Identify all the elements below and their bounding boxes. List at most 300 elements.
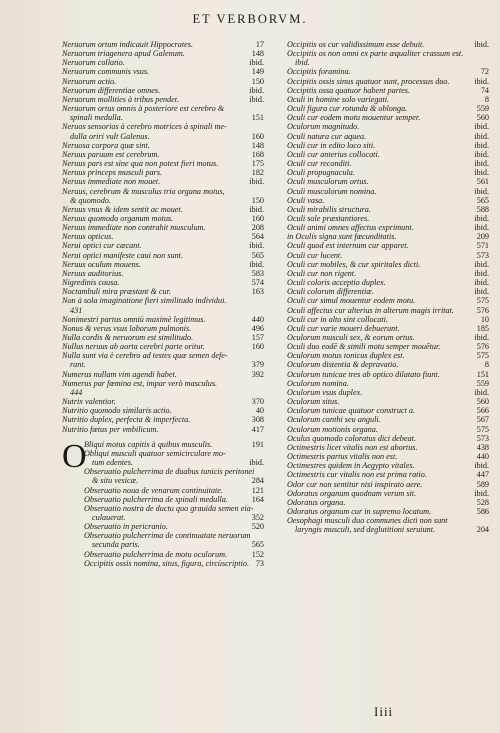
index-entry — [287, 306, 489, 315]
entry-page: 72 — [480, 67, 489, 77]
index-entry — [62, 379, 264, 388]
entry-page: ibid. — [474, 387, 489, 397]
index-entry — [287, 86, 489, 95]
entry-page: 573 — [476, 433, 489, 443]
entry-text: Odoratus organa. — [287, 497, 346, 507]
entry-text: Oculi natura cur aquea. — [287, 131, 367, 141]
index-entry — [287, 287, 489, 296]
index-entry — [287, 241, 489, 250]
index-entry — [287, 388, 489, 397]
entry-page: 576 — [476, 342, 489, 352]
entry-page: 150 — [251, 76, 264, 86]
entry-page: 151 — [251, 113, 264, 123]
index-entry — [287, 278, 489, 287]
entry-text: Octimestris cur vitalis non est prima ratio. — [287, 470, 427, 480]
entry-page: 586 — [476, 506, 489, 516]
entry-text: laryngis musculi, sed deglutitioni seruiunt. — [295, 525, 436, 535]
entry-text: Oculi cur non rigent. — [287, 268, 357, 278]
index-entry — [62, 49, 264, 58]
entry-page: 575 — [476, 424, 489, 434]
entry-page: 284 — [251, 476, 264, 486]
index-entry — [287, 470, 489, 479]
index-entry — [287, 49, 489, 58]
entry-page: 163 — [251, 287, 264, 297]
index-entry — [84, 476, 264, 485]
entry-page: 520 — [251, 522, 264, 532]
entry-page: ibid. — [249, 94, 264, 104]
index-entry — [62, 406, 264, 415]
index-entry — [287, 223, 489, 232]
index-entry — [287, 159, 489, 168]
index-entry — [62, 306, 264, 315]
index-entry — [287, 177, 489, 186]
entry-text: Non à sola imaginatione fieri similitudo individui. — [62, 296, 227, 306]
entry-page: ibid. — [474, 333, 489, 342]
entry-page: ibid. — [249, 204, 264, 214]
index-entry — [62, 223, 264, 232]
index-entry — [62, 342, 264, 351]
index-entry — [62, 324, 264, 333]
entry-text: culauerat. — [92, 512, 126, 522]
entry-page: 560 — [476, 397, 489, 407]
index-entry — [287, 406, 489, 415]
index-entry — [62, 214, 264, 223]
index-entry — [62, 177, 264, 186]
entry-text: Oculorum musculi sex, & eorum ortus. — [287, 333, 415, 342]
entry-text: Oculi vasa. — [287, 195, 325, 205]
entry-page: 567 — [476, 415, 489, 425]
entry-page: 352 — [251, 512, 264, 522]
entry-text: Occipitis os non omni ex parte æqualiter crassum est. — [287, 49, 464, 59]
entry-text: Nulla cordis & neruorum est similitudo. — [62, 333, 194, 342]
index-entry — [287, 58, 489, 67]
entries-n — [62, 40, 264, 434]
entry-page: ibid. — [474, 287, 489, 297]
index-entry — [84, 449, 264, 458]
index-entry — [62, 150, 264, 159]
entry-text: Oculorum tunicae quatuor construct a. — [287, 406, 416, 416]
entry-page: 17 — [255, 40, 264, 49]
entry-text: Oculorum magnitudo. — [287, 122, 360, 132]
entry-text: Nutritio fœtus per vmbilicum. — [62, 424, 159, 434]
entry-page: 160 — [251, 131, 264, 141]
entry-page: 574 — [251, 278, 264, 288]
entry-page: 150 — [251, 195, 264, 205]
index-entry — [287, 461, 489, 470]
entry-text: Neruorum communis vsus. — [62, 67, 150, 77]
index-entry — [62, 168, 264, 177]
entry-page: ibid. — [249, 458, 264, 468]
dropcap-letter: O — [62, 437, 87, 475]
entry-page: 417 — [251, 424, 264, 434]
entry-text: Neruorum mollities à tribus pendet. — [62, 94, 180, 104]
entry-page: 204 — [476, 525, 489, 535]
entry-page: ibid. — [474, 40, 489, 49]
index-entry — [287, 525, 489, 534]
index-entry — [62, 86, 264, 95]
entry-text: & situ vesicæ. — [92, 476, 139, 486]
entry-page: ibid. — [249, 85, 264, 95]
index-entry — [287, 150, 489, 159]
entry-text: Oculi cur anterius collocati. — [287, 149, 380, 159]
entry-page: 379 — [251, 360, 264, 370]
index-entry — [62, 141, 264, 150]
index-entry — [287, 397, 489, 406]
entry-text: Oculorum distentia & depravatio. — [287, 360, 399, 370]
index-entry — [287, 205, 489, 214]
index-entry — [84, 486, 264, 495]
entry-text: Oculi animi omnes affectus exprimunt. — [287, 223, 414, 233]
entry-page: 74 — [480, 85, 489, 95]
index-entry — [84, 504, 264, 513]
entry-text: Nonimestri partus omniù maximè legitimus. — [62, 314, 206, 324]
entry-text: Neruus pars est sine qua non potest fieri motus. — [62, 159, 219, 169]
entry-page: 447 — [476, 470, 489, 480]
entry-page: 561 — [476, 177, 489, 187]
index-entry — [62, 187, 264, 196]
entry-text: Obseruatio noua de venarum continuitate. — [84, 485, 223, 495]
entry-text: Nulla sunt via è cerebro ad testes quæ semen defe- — [62, 351, 228, 361]
entry-page: 576 — [476, 305, 489, 315]
index-entry — [287, 370, 489, 379]
index-column-right — [287, 40, 489, 534]
index-entry — [84, 440, 264, 449]
entry-text: Oculorum motus tonicus duplex est. — [287, 351, 405, 361]
entry-page: 8 — [484, 360, 489, 370]
index-entry — [287, 489, 489, 498]
entry-page: 182 — [251, 168, 264, 178]
index-entry — [287, 360, 489, 369]
index-entry — [62, 196, 264, 205]
index-entry — [84, 495, 264, 504]
index-entry — [84, 467, 264, 476]
entry-page: ibid. — [474, 122, 489, 132]
entry-page: 440 — [251, 314, 264, 324]
entry-text: Oculi colorum differentiæ. — [287, 287, 374, 297]
entry-page: 185 — [476, 323, 489, 333]
index-entry — [62, 205, 264, 214]
entries-o — [84, 440, 264, 568]
entry-text: Bliqui motus capitis à quibus musculis. — [84, 439, 213, 449]
entry-text: Oculi figura cur rotunda & oblonga. — [287, 104, 408, 114]
entry-page: ibid. — [474, 140, 489, 150]
index-entry — [287, 351, 489, 360]
index-entry — [287, 315, 489, 324]
entry-page: 10 — [480, 314, 489, 324]
index-entry — [62, 397, 264, 406]
entry-text: Neruus auditorius. — [62, 268, 124, 278]
entry-text: & quomodo. — [70, 195, 111, 205]
entry-text: Oculi mirabilis structura. — [287, 204, 371, 214]
entry-page: 575 — [476, 351, 489, 361]
index-entry — [287, 480, 489, 489]
entry-page: ibid. — [474, 268, 489, 278]
index-entry — [287, 232, 489, 241]
entry-text: Oculorum canthi seu anguli. — [287, 415, 381, 425]
entry-text: Obseruatio nostra de ductu quo grauida semen eia- — [84, 503, 254, 513]
index-entry — [84, 559, 264, 568]
entry-text: Oculi cur simul mouentur eodem motu. — [287, 296, 416, 306]
entry-page: 40 — [255, 406, 264, 416]
entry-page: 73 — [255, 558, 264, 568]
entry-page: 583 — [251, 268, 264, 278]
index-entry — [84, 522, 264, 531]
index-entry — [287, 95, 489, 104]
index-entry — [84, 458, 264, 467]
entry-text: dulla oriri vult Galenus. — [70, 131, 150, 141]
index-entry — [287, 168, 489, 177]
entry-text: in Oculis signa sunt fœcunditatis. — [287, 232, 397, 242]
entry-page: 496 — [251, 323, 264, 333]
entry-page: 588 — [476, 204, 489, 214]
entry-page: ibid. — [249, 177, 264, 187]
index-entry — [84, 513, 264, 522]
entry-page: 573 — [476, 250, 489, 260]
entry-text: Oculorum situs. — [287, 397, 340, 407]
entry-page: ibid. — [474, 223, 489, 233]
index-entry — [62, 360, 264, 369]
entry-text: Neruorum triagenera apud Galenum. — [62, 49, 185, 59]
entry-text: Oculi cur mobiles, & cur spiritales dicti. — [287, 259, 421, 269]
entry-page: 589 — [476, 479, 489, 489]
index-entry — [287, 324, 489, 333]
entry-text: Neruorum collatio. — [62, 58, 125, 68]
entry-page: 191 — [251, 439, 264, 449]
index-entry — [287, 296, 489, 305]
entry-text: Octimestris partus vitalis non est. — [287, 452, 398, 462]
entry-text: Nutritio quomodo similaris actio. — [62, 406, 172, 416]
entry-text: Neruus vnus & idem sentit ac mouet. — [62, 204, 183, 214]
entry-page: 560 — [476, 113, 489, 123]
entry-text: secunda paris. — [92, 540, 140, 550]
entry-text: Neruorum differentiae omnes. — [62, 85, 161, 95]
index-entry — [84, 550, 264, 559]
entry-page: 440 — [476, 452, 489, 462]
entry-text: Octimestres quidem in Aegypto vitales. — [287, 461, 415, 471]
index-entry — [287, 214, 489, 223]
index-entry — [287, 452, 489, 461]
entry-page: ibid. — [249, 259, 264, 269]
entry-text: Oculi cur reconditi. — [287, 159, 352, 169]
entry-text: Oculi quod est internum cur apparet. — [287, 241, 409, 251]
entry-text: Occipitis ossis nomina, situs, figura, circùscriptio. — [84, 558, 250, 568]
entry-text: Neruus immediate non contrahit musculum. — [62, 223, 206, 233]
entry-text: Neruus oculum mouens. — [62, 259, 141, 269]
index-entry — [287, 516, 489, 525]
entry-text: spinali medulla. — [70, 113, 123, 123]
entry-text: Neruosa corpora quæ sint. — [62, 140, 150, 150]
entry-text: Oculorum nomina. — [287, 378, 349, 388]
entry-text: tum edentes. — [92, 458, 133, 468]
entry-text: Neruos sensorios à cerebro motrices à spinali me- — [62, 122, 227, 132]
index-entry — [287, 379, 489, 388]
index-entry — [62, 95, 264, 104]
entry-page: 148 — [251, 49, 264, 59]
entry-text: Odor cur non sentitur nisi inspirato aere. — [287, 479, 423, 489]
index-entry — [62, 159, 264, 168]
index-entry — [287, 443, 489, 452]
entry-page: 164 — [251, 494, 264, 504]
entry-text: rant. — [70, 360, 86, 370]
index-entry — [287, 342, 489, 351]
entry-text: 444 — [70, 387, 83, 397]
entry-text: Oculi cur eodem motu mouentur semper. — [287, 113, 421, 123]
entry-page: ibid. — [474, 168, 489, 178]
entry-text: Nullus neruus ab aorta cerebri parte oritur. — [62, 342, 205, 352]
index-entry — [62, 251, 264, 260]
entry-page: ibid. — [474, 278, 489, 288]
entry-text: Neruus opticus. — [62, 232, 114, 242]
entry-page: ibid. — [474, 461, 489, 471]
entry-page: 149 — [251, 67, 264, 77]
entry-page: ibid. — [474, 76, 489, 86]
index-entry — [287, 415, 489, 424]
entry-page: 168 — [251, 149, 264, 159]
entry-page: 565 — [251, 250, 264, 260]
entry-page: 564 — [251, 232, 264, 242]
entry-text: 431 — [70, 305, 83, 315]
entry-text: Obseruatio pulcherrima de duabus tunicis peritonei — [84, 467, 255, 477]
entry-text: Oculi musculorum nomina. — [287, 186, 377, 196]
index-entry — [62, 241, 264, 250]
entry-text: Numerus nullam vim agendi habet. — [62, 369, 177, 379]
index-entry — [62, 232, 264, 241]
index-entry — [62, 370, 264, 379]
entry-text: Obseruatio pulcherrima de motu oculorum. — [84, 549, 228, 559]
entry-page: 160 — [251, 213, 264, 223]
entry-text: Nutritio duplex, perfecta & imperfecta. — [62, 415, 191, 425]
entry-text: Nigredinis causa. — [62, 278, 120, 288]
entry-text: Nerui optici manifeste caui non sunt. — [62, 250, 183, 260]
index-entry — [287, 77, 489, 86]
index-column-left — [62, 40, 264, 568]
index-entry — [287, 434, 489, 443]
index-entry — [62, 351, 264, 360]
index-entry — [62, 315, 264, 324]
index-entry — [62, 296, 264, 305]
entry-text: Oculi cur in edito loco siti. — [287, 140, 376, 150]
entry-text: Oculi coloris acceptio duplex. — [287, 278, 386, 288]
entry-text: Nerui optici cur cæcant. — [62, 241, 142, 251]
running-head: ET VERBORVM. — [192, 12, 308, 26]
entry-page: 392 — [251, 369, 264, 379]
entry-text: Neruorum ortum indicauit Hippocrates. — [62, 40, 193, 49]
entry-page: 571 — [476, 241, 489, 251]
index-entry — [287, 113, 489, 122]
entry-text: Oculorum tunicae tres ab optico dilatato fiunt. — [287, 369, 440, 379]
index-entry — [62, 132, 264, 141]
index-entry — [62, 269, 264, 278]
entry-text: Oesophagi musculi duo communes dicti non sunt — [287, 516, 448, 526]
entry-page: ibid. — [474, 213, 489, 223]
entry-page: 121 — [251, 485, 264, 495]
entry-text: Oculus quomodo coloratus dici debeat. — [287, 433, 416, 443]
entry-text: Neruorum ortus omnis à posteriore est cerebro & — [62, 104, 225, 114]
entry-text: Neruus, cerebrum & musculus tria organa motus, — [62, 186, 225, 196]
index-entry — [287, 260, 489, 269]
index-entry — [62, 388, 264, 397]
entry-page: ibid. — [474, 149, 489, 159]
entry-page: 528 — [476, 497, 489, 507]
index-entry — [62, 425, 264, 434]
entry-text: Oculi cur varie moueri debuerunt. — [287, 323, 400, 333]
entry-page: ibid. — [474, 259, 489, 269]
index-entry — [287, 269, 489, 278]
entry-page: 559 — [476, 378, 489, 388]
entries-o-continued — [287, 40, 489, 534]
entry-text: Oculi propugnacula. — [287, 168, 355, 178]
index-entry — [62, 104, 264, 113]
entry-page: 565 — [251, 540, 264, 550]
entry-page: 559 — [476, 104, 489, 114]
index-entry — [84, 540, 264, 549]
index-entry — [287, 67, 489, 76]
index-entry — [62, 287, 264, 296]
entry-text: Oculorum motionis organa. — [287, 424, 378, 434]
entry-text: Obseruatio pulcherrima de continuatate neruorum — [84, 531, 251, 541]
entry-text: Oculi sole præstantiores. — [287, 213, 370, 223]
index-entry — [287, 498, 489, 507]
index-entry — [287, 425, 489, 434]
entry-page: 209 — [476, 232, 489, 242]
entry-text: Numerus par fœmina est, impar verò masculus. — [62, 378, 218, 388]
entry-page: 565 — [476, 195, 489, 205]
index-entry — [62, 333, 264, 342]
entry-page: 152 — [251, 549, 264, 559]
entry-text: Odoratus organum cur in supremo locatum. — [287, 506, 432, 516]
entry-page: ibid. — [474, 159, 489, 169]
signature-mark: Iiii — [374, 704, 394, 719]
entry-text: Occipitis ossa quatuor habent partes. — [287, 85, 411, 95]
entry-page: ibid. — [474, 131, 489, 141]
section-o — [62, 437, 264, 568]
index-entry — [62, 67, 264, 76]
index-entry — [287, 122, 489, 131]
entry-page: ibid. — [474, 488, 489, 498]
entry-text: Odoratus organum quodnam verum sit. — [287, 488, 417, 498]
index-entry — [62, 77, 264, 86]
entry-text: Neruorum actio. — [62, 76, 117, 86]
entry-text: Noctambuli mira præstant & cur. — [62, 287, 171, 297]
entry-text: Obseruatio pulcherrima de spinali medulla. — [84, 494, 228, 504]
entry-page: ibid. — [249, 58, 264, 68]
entry-text: Nonus & verus vsus loborum pulmonis. — [62, 323, 192, 333]
index-entry — [287, 251, 489, 260]
index-entry — [62, 260, 264, 269]
entry-text: Nutrix valentior. — [62, 397, 116, 407]
index-entry — [287, 196, 489, 205]
entry-page: 151 — [476, 369, 489, 379]
entry-text: Oculi cur in alto sint collocati. — [287, 314, 388, 324]
entry-page: 308 — [251, 415, 264, 425]
entry-text: Octimestris licet vitalis non est abortus. — [287, 442, 418, 452]
index-entry — [62, 58, 264, 67]
entry-text: Obseruatio in pericranio. — [84, 522, 168, 532]
index-entry — [287, 507, 489, 516]
entry-text: ibid. — [295, 58, 310, 68]
entry-page: 175 — [251, 159, 264, 169]
entry-page: 208 — [251, 223, 264, 233]
entry-page: 157 — [251, 333, 264, 342]
entry-page: 575 — [476, 296, 489, 306]
entry-text: Occipitis ossis sinus quatuor sunt, processus duo. — [287, 76, 450, 86]
entry-text: Neruus immediate non mouet. — [62, 177, 161, 187]
entry-text: Oculi duo eodē & simili motu semper mouētur. — [287, 342, 441, 352]
entry-text: Oculi affectus cur alterius in alterum magis irritat. — [287, 305, 454, 315]
entry-page: 566 — [476, 406, 489, 416]
index-entry — [287, 187, 489, 196]
entry-page: 148 — [251, 140, 264, 150]
